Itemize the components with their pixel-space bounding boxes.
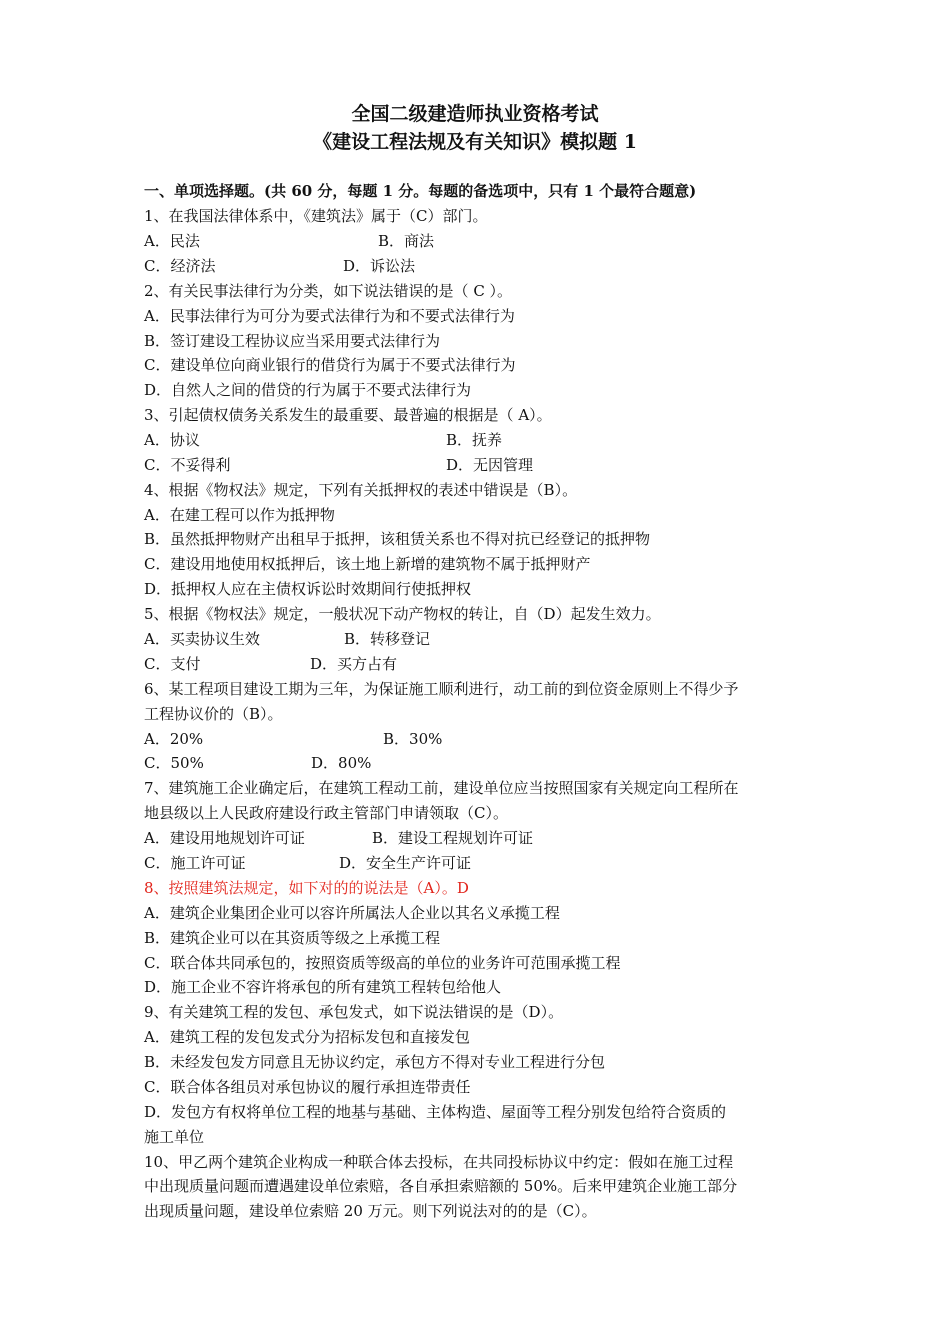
question-6-stem-line1: 6、某工程项目建设工期为三年，为保证施工顺利进行，动工前的到位资金原则上不得少予 — [144, 680, 739, 698]
question-8-option-b: B．建筑企业可以在其资质等级之上承揽工程 — [144, 929, 441, 947]
question-5-options-cd — [144, 653, 398, 675]
question-7-stem-line1: 7、建筑施工企业确定后，在建筑工程动工前，建设单位应当按照国家有关规定向工程所在 — [144, 779, 739, 797]
question-4-option-b: B．虽然抵押物财产出租早于抵押，该租赁关系也不得对抗已经登记的抵押物 — [144, 530, 651, 548]
document-title: 全国二级建造师执业资格考试 — [351, 103, 599, 125]
question-9-option-a: A．建筑工程的发包发式分为招标发包和直接发包 — [144, 1028, 470, 1046]
question-1-option-d: D．诉讼法 — [343, 257, 416, 275]
question-3-options-ab — [144, 429, 503, 451]
question-7-option-a: A．建设用地规划许可证 — [144, 829, 305, 847]
question-1-option-b: B．商法 — [378, 232, 435, 250]
question-2-option-d: D．自然人之间的借贷的行为属于不要式法律行为 — [144, 381, 472, 399]
question-7-option-c: C．施工许可证 — [144, 854, 246, 872]
question-5-stem: 5、根据《物权法》规定，一般状况下动产物权的转让，自（D）起发生效力。 — [144, 605, 661, 623]
question-6-option-a: A．20% — [144, 730, 204, 748]
question-10-stem-line2: 中出现质量问题而遭遇建设单位索赔，各自承担索赔额的 50%。后来甲建筑企业施工部分 — [144, 1177, 738, 1195]
question-9-option-b: B．未经发包发方同意且无协议约定，承包方不得对专业工程进行分包 — [144, 1053, 606, 1071]
question-5-options-ab — [144, 628, 431, 650]
question-5-option-c: C．支付 — [144, 655, 201, 673]
question-9-option-d-line2: 施工单位 — [144, 1128, 205, 1146]
question-3-option-b: B．抚养 — [446, 431, 503, 449]
question-1-options-cd — [144, 255, 416, 277]
question-7-option-d: D．安全生产许可证 — [339, 854, 472, 872]
section-heading: 一、单项选择题。(共 60 分，每题 1 分。每题的备选项中，只有 1 个最符合题意) — [144, 182, 697, 200]
question-1-option-c: C．经济法 — [144, 257, 216, 275]
question-9-option-c: C．联合体各组员对承包协议的履行承担连带责任 — [144, 1078, 471, 1096]
question-7-options-ab — [144, 827, 534, 849]
document-subtitle: 《建设工程法规及有关知识》模拟题 1 — [313, 131, 637, 153]
question-3-option-c: C．不妥得利 — [144, 456, 231, 474]
question-5-option-d: D．买方占有 — [310, 655, 398, 673]
question-3-option-d: D．无因管理 — [446, 456, 534, 474]
question-8-option-d: D．施工企业不容许将承包的所有建筑工程转包给他人 — [144, 978, 502, 996]
question-5-option-a: A．买卖协议生效 — [144, 630, 260, 648]
question-3-option-a: A．协议 — [144, 431, 200, 449]
question-4-option-d: D．抵押权人应在主债权诉讼时效期间行使抵押权 — [144, 580, 472, 598]
question-6-option-c: C．50% — [144, 754, 204, 772]
question-4-stem: 4、根据《物权法》规定，下列有关抵押权的表述中错误是（B）。 — [144, 481, 578, 499]
question-6-options-cd — [144, 752, 372, 774]
question-6-stem-line2: 工程协议价的（B）。 — [144, 705, 283, 723]
question-9-option-d-line1: D．发包方有权将单位工程的地基与基础、主体构造、屋面等工程分别发包给符合资质的 — [144, 1103, 727, 1121]
question-1-stem: 1、在我国法律体系中，《建筑法》属于（C）部门。 — [144, 207, 488, 225]
question-3-stem: 3、引起债权债务关系发生的最重要、最普遍的根据是（ A）。 — [144, 406, 552, 424]
question-2-option-a: A．民事法律行为可分为要式法律行为和不要式法律行为 — [144, 307, 515, 325]
question-2-option-b: B．签订建设工程协议应当采用要式法律行为 — [144, 332, 441, 350]
question-2-stem: 2、有关民事法律行为分类，如下说法错误的是（ C ）。 — [144, 282, 513, 300]
question-10-stem-line3: 出现质量问题，建设单位索赔 20 万元。则下列说法对的的是（C）。 — [144, 1202, 597, 1220]
question-3-options-cd — [144, 454, 534, 476]
question-10-stem-line1: 10、甲乙两个建筑企业构成一种联合体去投标，在共同投标协议中约定：假如在施工过程 — [144, 1153, 734, 1171]
question-7-stem-line2: 地县级以上人民政府建设行政主管部门申请领取（C）。 — [144, 804, 508, 822]
question-2-option-c: C．建设单位向商业银行的借贷行为属于不要式法律行为 — [144, 356, 516, 374]
question-1-options-ab — [144, 230, 435, 252]
question-7-option-b: B．建设工程规划许可证 — [372, 829, 534, 847]
question-8-option-c: C．联合体共同承包的，按照资质等级高的单位的业务许可范围承揽工程 — [144, 954, 621, 972]
question-8-option-a: A．建筑企业集团企业可以容许所属法人企业以其名义承揽工程 — [144, 904, 560, 922]
question-4-option-c: C．建设用地使用权抵押后，该土地上新增的建筑物不属于抵押财产 — [144, 555, 591, 573]
question-6-option-b: B．30% — [383, 730, 443, 748]
question-7-options-cd — [144, 852, 472, 874]
question-1-option-a: A．民法 — [144, 232, 200, 250]
question-6-option-d: D．80% — [311, 754, 372, 772]
question-6-options-ab — [144, 728, 443, 750]
question-4-option-a: A．在建工程可以作为抵押物 — [144, 506, 335, 524]
question-9-stem: 9、有关建筑工程的发包、承包发式，如下说法错误的是（D）。 — [144, 1003, 564, 1021]
question-5-option-b: B．转移登记 — [344, 630, 431, 648]
question-8-stem: 8、按照建筑法规定，如下对的的说法是（A）。D — [144, 879, 469, 897]
